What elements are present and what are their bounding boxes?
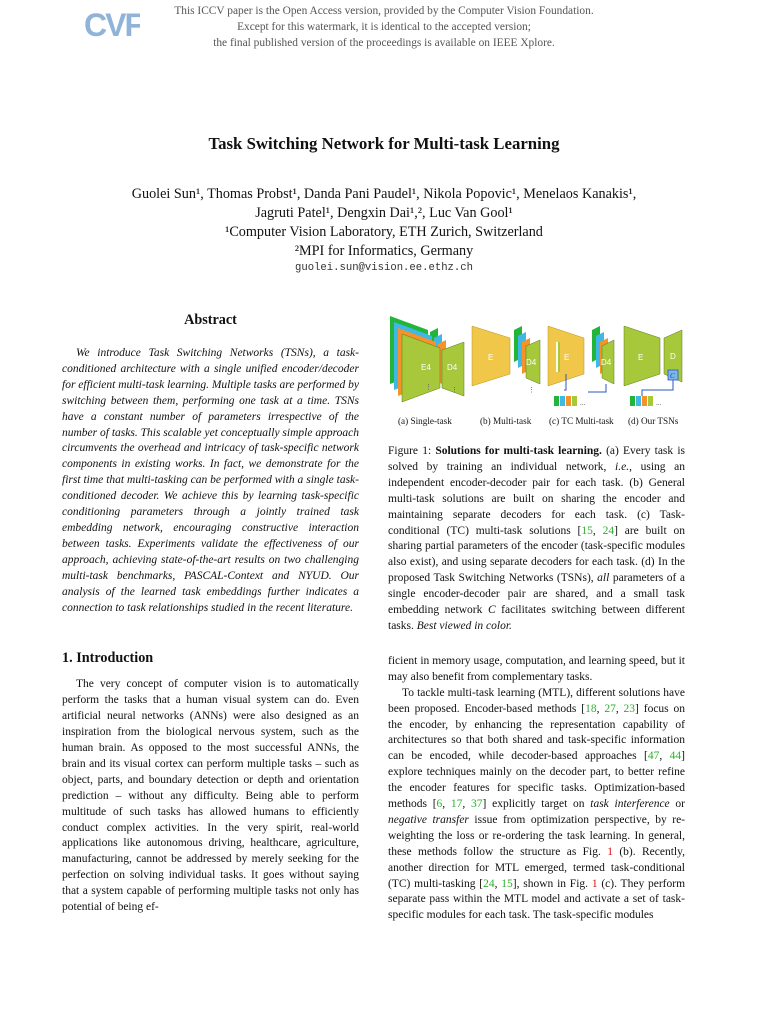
affiliation: ¹Computer Vision Laboratory, ETH Zurich, Switzerland [225, 224, 543, 240]
subcaption: (c) TC Multi-task [549, 416, 614, 426]
citation-link[interactable]: 15 [581, 524, 593, 537]
para-text: task interference [590, 798, 670, 811]
e-label: E [564, 353, 570, 362]
para-text: (b). Recently, another direction for MTL emerged, termed task-conditional (TC) multi-tasking [ [388, 845, 685, 890]
intro-paragraph: The very concept of computer vision is to automatically perform the tasks that a human visual system can do. Even artificial neural networks (ANNs) were also designed as an inspiration from the biological nervous system, such as the human brain. As opposed to the most successful ANNs, the brain and its visual cortex can perform multiple tasks – such as object, parts, and boundary detection or depth and orientation prediction – without any difficulty. Being able to perform multitude of such tasks has allowed humans to efficiently conduct complex activities. In the very spirit, real-world applications like autonomous driving, healthcare, agriculture, manufacturing, cannot be addressed by merely seeking for the perfection on solving individual tasks. It goes without saying that a system capable of performing multiple tasks not only has potential of being ef- [62, 678, 359, 914]
d4-label: D4 [526, 358, 537, 367]
ellipsis: ... [656, 399, 662, 407]
para-text: ] explicitly target on [482, 798, 591, 811]
intro-paragraph: To tackle multi-task learning (MTL), different solutions have been proposed. Encoder-based methods [18, 27, 23] focus on the encoder, by enhancing the representation capability of architectures so that both shared and task-specific information can be encoded, while decoder-based approaches [47, 44] explore techniques mainly on the decoder part, to better refine the encoder features for specific tasks. Optimization-based methods [6, 17, 37] explicitly target on task interference or negative transfer issue from optimization perspective, by re-weighting the loss or re-ordering the task learning. In general, these methods follow the structure as Fig. 1 (b). Recently, another direction for MTL emerged, termed task-conditional (TC) multi-tasking [24, 15], shown in Fig. 1 (c). They perform separate pass within the MTL model and activate a set of task-specific modules for each task. The task-specific modules [388, 686, 686, 922]
citation-link[interactable]: 23 [623, 702, 636, 715]
affiliation: ²MPI for Informatics, Germany [294, 243, 474, 259]
dots: ⋮ [451, 386, 458, 394]
caption-text: (a) Every task is solved by training an individual network, [388, 445, 685, 473]
ellipsis: ... [580, 399, 586, 407]
citation-link[interactable]: 47 [647, 750, 660, 763]
author-email: guolei.sun@vision.ee.ethz.ch [294, 262, 473, 274]
open-access-watermark [150, 3, 618, 51]
caption-text: Best viewed in color. [416, 619, 512, 632]
figure-ref-link[interactable]: 1 [607, 845, 613, 858]
citation-link[interactable]: 37 [471, 798, 483, 811]
caption-text: i.e. [615, 460, 630, 473]
citation-link[interactable]: 17 [450, 798, 463, 811]
citation-link[interactable]: 6 [436, 798, 443, 811]
figure-caption: Figure 1: Solutions for multi-task learning. (a) Every task is solved by training an individual network, i.e., using an independent encoder-decoder pair for each task. (b) General multi-task solutions are built on sharing the encoder and maintaining separate decoders for each task. (c) Task-conditional (TC) multi-task solutions [15, 24] are built on sharing partial parameters of the encoder (task-specific modules also exist), and using separate decoders for each task. (d) In the proposed Task Switching Networks (TSNs), all parameters of a single encoder-decoder pair are shared, and a small task embedding network C facilitates switching between different tasks. Best viewed in color. [388, 445, 686, 632]
d4-label: D4 [447, 363, 458, 372]
e4-label: E4 [421, 363, 431, 372]
e-label: E [638, 353, 644, 362]
watermark-line: the final published version of the proceedings is available on IEEE Xplore. [213, 37, 555, 49]
figure-ref-link[interactable]: 1 [591, 877, 598, 890]
cvf-logo-text: CVF [84, 7, 140, 42]
watermark-line: This ICCV paper is the Open Access version, provided by the Computer Vision Foundation. [174, 5, 594, 17]
author-block [60, 185, 708, 261]
figure-1 [388, 312, 685, 440]
architecture-diagram [388, 312, 685, 416]
citation-link[interactable]: 27 [604, 702, 616, 715]
para-text: ], shown in Fig. [512, 877, 592, 890]
para-text: ] explore techniques mainly on the decoder part, to better refine the encoder features for specific tasks. Optimization-based methods [ [388, 750, 686, 811]
d4-label: D4 [601, 358, 612, 367]
caption-text: all [597, 572, 610, 585]
authors-line: Jagruti Patel¹, Dengxin Dai¹,², Luc Van Gool¹ [255, 205, 513, 221]
citation-link[interactable]: 15 [501, 877, 513, 890]
para-text: ] focus on the encoder, by enhancing the representation capability of architectures so that both shared and task-specific information can be encoded, while decoder-based approaches [ [388, 702, 686, 763]
right-column [388, 312, 685, 924]
citation-link[interactable]: 24 [483, 877, 495, 890]
citation-link[interactable]: 44 [669, 750, 682, 763]
left-column [62, 312, 359, 916]
subcaption: (b) Multi-task [480, 416, 532, 426]
caption-title: Solutions for multi-task learning. [435, 445, 602, 457]
paper-title: Task Switching Network for Multi-task Learning [208, 134, 560, 153]
para-text: (c). They perform separate pass within the MTL model and activate a set of task-specific modules for each task. The task-specific modules [388, 877, 686, 922]
subcaption: (a) Single-task [398, 416, 452, 426]
d-label: D [670, 352, 676, 361]
cvf-logo [84, 6, 140, 42]
watermark-line: Except for this watermark, it is identical to the accepted version; [237, 21, 531, 33]
caption-text: facilitates switching between different tasks. [388, 604, 685, 632]
caption-text: parameters of a single encoder-decoder pair are shared, and a small task embedding network [388, 572, 685, 617]
para-text: issue from optimization perspective, by re-weighting the loss or re-ordering the task learning. In general, these methods follow the structure as Fig. [388, 813, 686, 858]
abstract-text: We introduce Task Switching Networks (TSNs), a task-conditioned architecture with a single unified encoder/decoder for efficient multi-task learning. Multiple tasks are performed by switching between them, performing one task at a time. TSNs have a constant number of parameters irrespective of the number of tasks. This scalable yet conceptually simple approach circumvents the overhead and intricacy of task-specific network components in existing works. In fact, we demonstrate for the first time that multi-tasking can be performed with a single task-conditioned decoder. We achieve this by learning task-specific conditioning parameters through a jointly trained task embedding network, encouraging constructive interaction between tasks. Experiments validate the effectiveness of our approach, achieving state-of-the-art results on two challenging multi-task benchmarks, PASCAL-Context and NYUD. Our analysis of the learned task embeddings further indicates a connection to task relationships studied in the recent literature. [62, 347, 359, 614]
c-label: C [670, 372, 675, 380]
dots: ⋮ [425, 383, 432, 391]
abstract-heading: Abstract [184, 312, 237, 328]
citation-link[interactable]: 18 [585, 702, 597, 715]
caption-text: ] are built on sharing partial parameters of the encoder (task-specific modules also exist), and using separate decoders for each task. (d) In the proposed Task Switching Networks (TSNs), [388, 524, 686, 585]
para-text: To tackle multi-task learning (MTL), different solutions have been proposed. Encoder-based methods [ [388, 686, 685, 715]
caption-text: C [487, 604, 496, 617]
caption-text: , using an independent encoder-decoder pair for each task. (b) General multi-task solutions are built on sharing the encoder and maintaining separate decoders for each task. (c) Task-conditional (TC) multi-task solutions [ [388, 460, 685, 537]
citation-link[interactable]: 24 [602, 524, 615, 537]
subcaption: (d) Our TSNs [628, 416, 679, 426]
section-heading: 1. Introduction [62, 650, 154, 667]
para-text: or [669, 798, 685, 811]
authors-line: Guolei Sun¹, Thomas Probst¹, Danda Pani Paudel¹, Nikola Popovic¹, Menelaos Kanakis¹, [131, 186, 637, 202]
caption-label: Figure 1: [388, 445, 432, 457]
para-text: negative transfer [388, 813, 469, 826]
intro-paragraph-continued: ficient in memory usage, computation, and learning speed, but it may also benefit from complementary tasks. [388, 654, 685, 683]
e-label: E [488, 353, 494, 362]
dots: ⋮ [528, 386, 535, 394]
